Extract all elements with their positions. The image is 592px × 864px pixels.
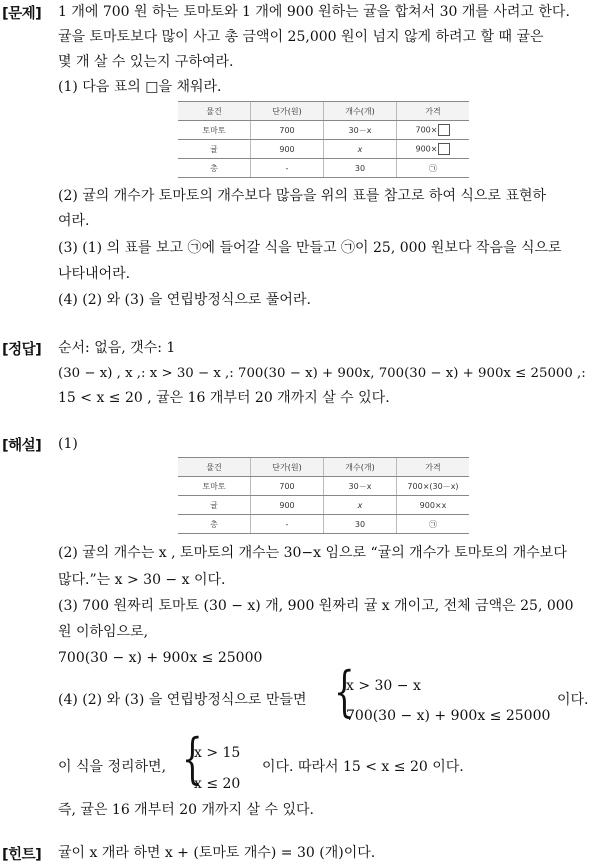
system1-eq2: 700(30 − x) + 900x ≤ 25000 xyxy=(346,708,551,724)
problem-line-5: (2) 귤의 개수가 토마토의 개수보다 많음을 위의 표를 참고로 하여 식으로 표현하 xyxy=(58,188,547,204)
table-header-cell: 단가(원) xyxy=(251,458,324,477)
table-cell: 900 xyxy=(251,140,324,159)
solution-line-2: 많다.”는 x > 30 − x 이다. xyxy=(58,572,226,588)
table-cell: 총 xyxy=(178,159,251,178)
blank-box-icon xyxy=(438,124,450,136)
problem-tag: [문제] xyxy=(2,6,42,22)
system1-prefix: (4) (2) 와 (3) 을 연립방정식으로 만들면 xyxy=(58,692,307,708)
table-cell: 귤 xyxy=(178,140,251,159)
table-cell: ㉠ xyxy=(397,159,470,178)
solution-line-4: 원 이하임으로, xyxy=(58,624,149,640)
problem-line-7: (3) (1) 의 표를 보고 ㉠에 들어갈 식을 만들고 ㉠이 25, 000 원보다 작음을 식으로 xyxy=(58,240,562,256)
left-brace-icon: { xyxy=(334,660,355,723)
table-header-cell: 물건 xyxy=(178,458,251,477)
table-cell xyxy=(397,140,470,159)
problem-line-6: 여라. xyxy=(58,213,90,229)
system1-eq1: x > 30 − x xyxy=(346,678,421,694)
solution-line-3: (3) 700 원짜리 토마토 (30 − x) 개, 900 원짜리 귤 x 개이고, 전체 금액은 25, 000 xyxy=(58,598,574,614)
problem-line-9: (4) (2) 와 (3) 을 연립방정식으로 풀어라. xyxy=(58,292,311,308)
table-row xyxy=(178,121,469,140)
table-cell: 700 xyxy=(251,477,324,496)
problem-line-3: 몇 개 살 수 있는지 구하여라. xyxy=(58,54,234,70)
table-cell: x xyxy=(324,140,397,159)
system2-eq1: x > 15 xyxy=(194,745,241,761)
table-cell: 귤 xyxy=(178,496,251,515)
table-cell xyxy=(397,121,470,140)
solution-line-5: 700(30 − x) + 900x ≤ 25000 xyxy=(58,650,263,666)
table-cell: 30 xyxy=(324,515,397,534)
table-cell: 토마토 xyxy=(178,477,251,496)
table-cell: ㉠ xyxy=(397,515,470,534)
table-row xyxy=(178,477,469,496)
solution-line-1: (2) 귤의 개수는 x , 토마토의 개수는 30−x 임으로 “귤의 개수가 토마토의 개수보다 xyxy=(58,545,567,561)
table-cell: - xyxy=(251,159,324,178)
system2-suffix: 이다. 따라서 15 < x ≤ 20 이다. xyxy=(262,759,464,775)
problem-line-2: 귤을 토마토보다 많이 사고 총 금액이 25,000 원이 넘지 않게 하려고 할 때 귤은 xyxy=(58,29,544,45)
left-brace-icon: { xyxy=(182,727,203,790)
solution-table xyxy=(178,457,469,534)
table-cell: 900×x xyxy=(397,496,470,515)
blank-box-icon xyxy=(438,143,450,155)
solution-tag: [해설] xyxy=(2,438,42,454)
table-row xyxy=(178,159,469,178)
table-cell: 30－x xyxy=(324,477,397,496)
problem-line-1: 1 개에 700 원 하는 토마토와 1 개에 900 원하는 귤을 합쳐서 30 개를 사려고 한다. xyxy=(58,4,570,20)
table-cell: 700 xyxy=(251,121,324,140)
answer-tag: [정답] xyxy=(2,342,42,358)
table-header-cell: 가격 xyxy=(397,458,470,477)
problem-table xyxy=(178,101,469,178)
system1-suffix: 이다. xyxy=(557,692,589,708)
table-header-cell: 개수(개) xyxy=(324,458,397,477)
answer-line-1: 순서: 없음, 갯수: 1 xyxy=(58,340,176,356)
hint-tag: [힌트] xyxy=(2,847,42,863)
table-cell: 700×(30－x) xyxy=(397,477,470,496)
table-header-row xyxy=(178,102,469,121)
table-row xyxy=(178,496,469,515)
table-row xyxy=(178,140,469,159)
hint-text: 귤이 x 개라 하면 x + (토마토 개수) = 30 (개)이다. xyxy=(58,845,376,861)
table-header-cell: 단가(원) xyxy=(251,102,324,121)
table-cell-text: 900× xyxy=(415,144,438,154)
table-cell: 30 xyxy=(324,159,397,178)
table-cell: 900 xyxy=(251,496,324,515)
table-cell: 총 xyxy=(178,515,251,534)
table-header-row xyxy=(178,458,469,477)
table-cell: - xyxy=(251,515,324,534)
table-row xyxy=(178,515,469,534)
system2-prefix: 이 식을 정리하면, xyxy=(58,759,167,775)
table-header-cell: 물건 xyxy=(178,102,251,121)
answer-line-3: 15 < x ≤ 20 , 귤은 16 개부터 20 개까지 살 수 있다. xyxy=(58,390,390,406)
table-header-cell: 가격 xyxy=(397,102,470,121)
solution-final: 즉, 귤은 16 개부터 20 개까지 살 수 있다. xyxy=(58,802,314,818)
table-header-cell: 개수(개) xyxy=(324,102,397,121)
problem-line-8: 나타내어라. xyxy=(58,266,131,282)
system2-eq2: x ≤ 20 xyxy=(194,776,241,792)
problem-line-4: (1) 다음 표의 □을 채워라. xyxy=(58,79,222,95)
answer-line-2: (30 − x) , x ,: x > 30 − x ,: 700(30 − x) + 900x, 700(30 − x) + 900x ≤ 25000 ,: xyxy=(58,366,586,381)
table-cell: 토마토 xyxy=(178,121,251,140)
solution-first-line: (1) xyxy=(58,436,78,452)
table-cell: x xyxy=(324,496,397,515)
table-cell: 30－x xyxy=(324,121,397,140)
table-cell-text: 700× xyxy=(415,125,438,135)
